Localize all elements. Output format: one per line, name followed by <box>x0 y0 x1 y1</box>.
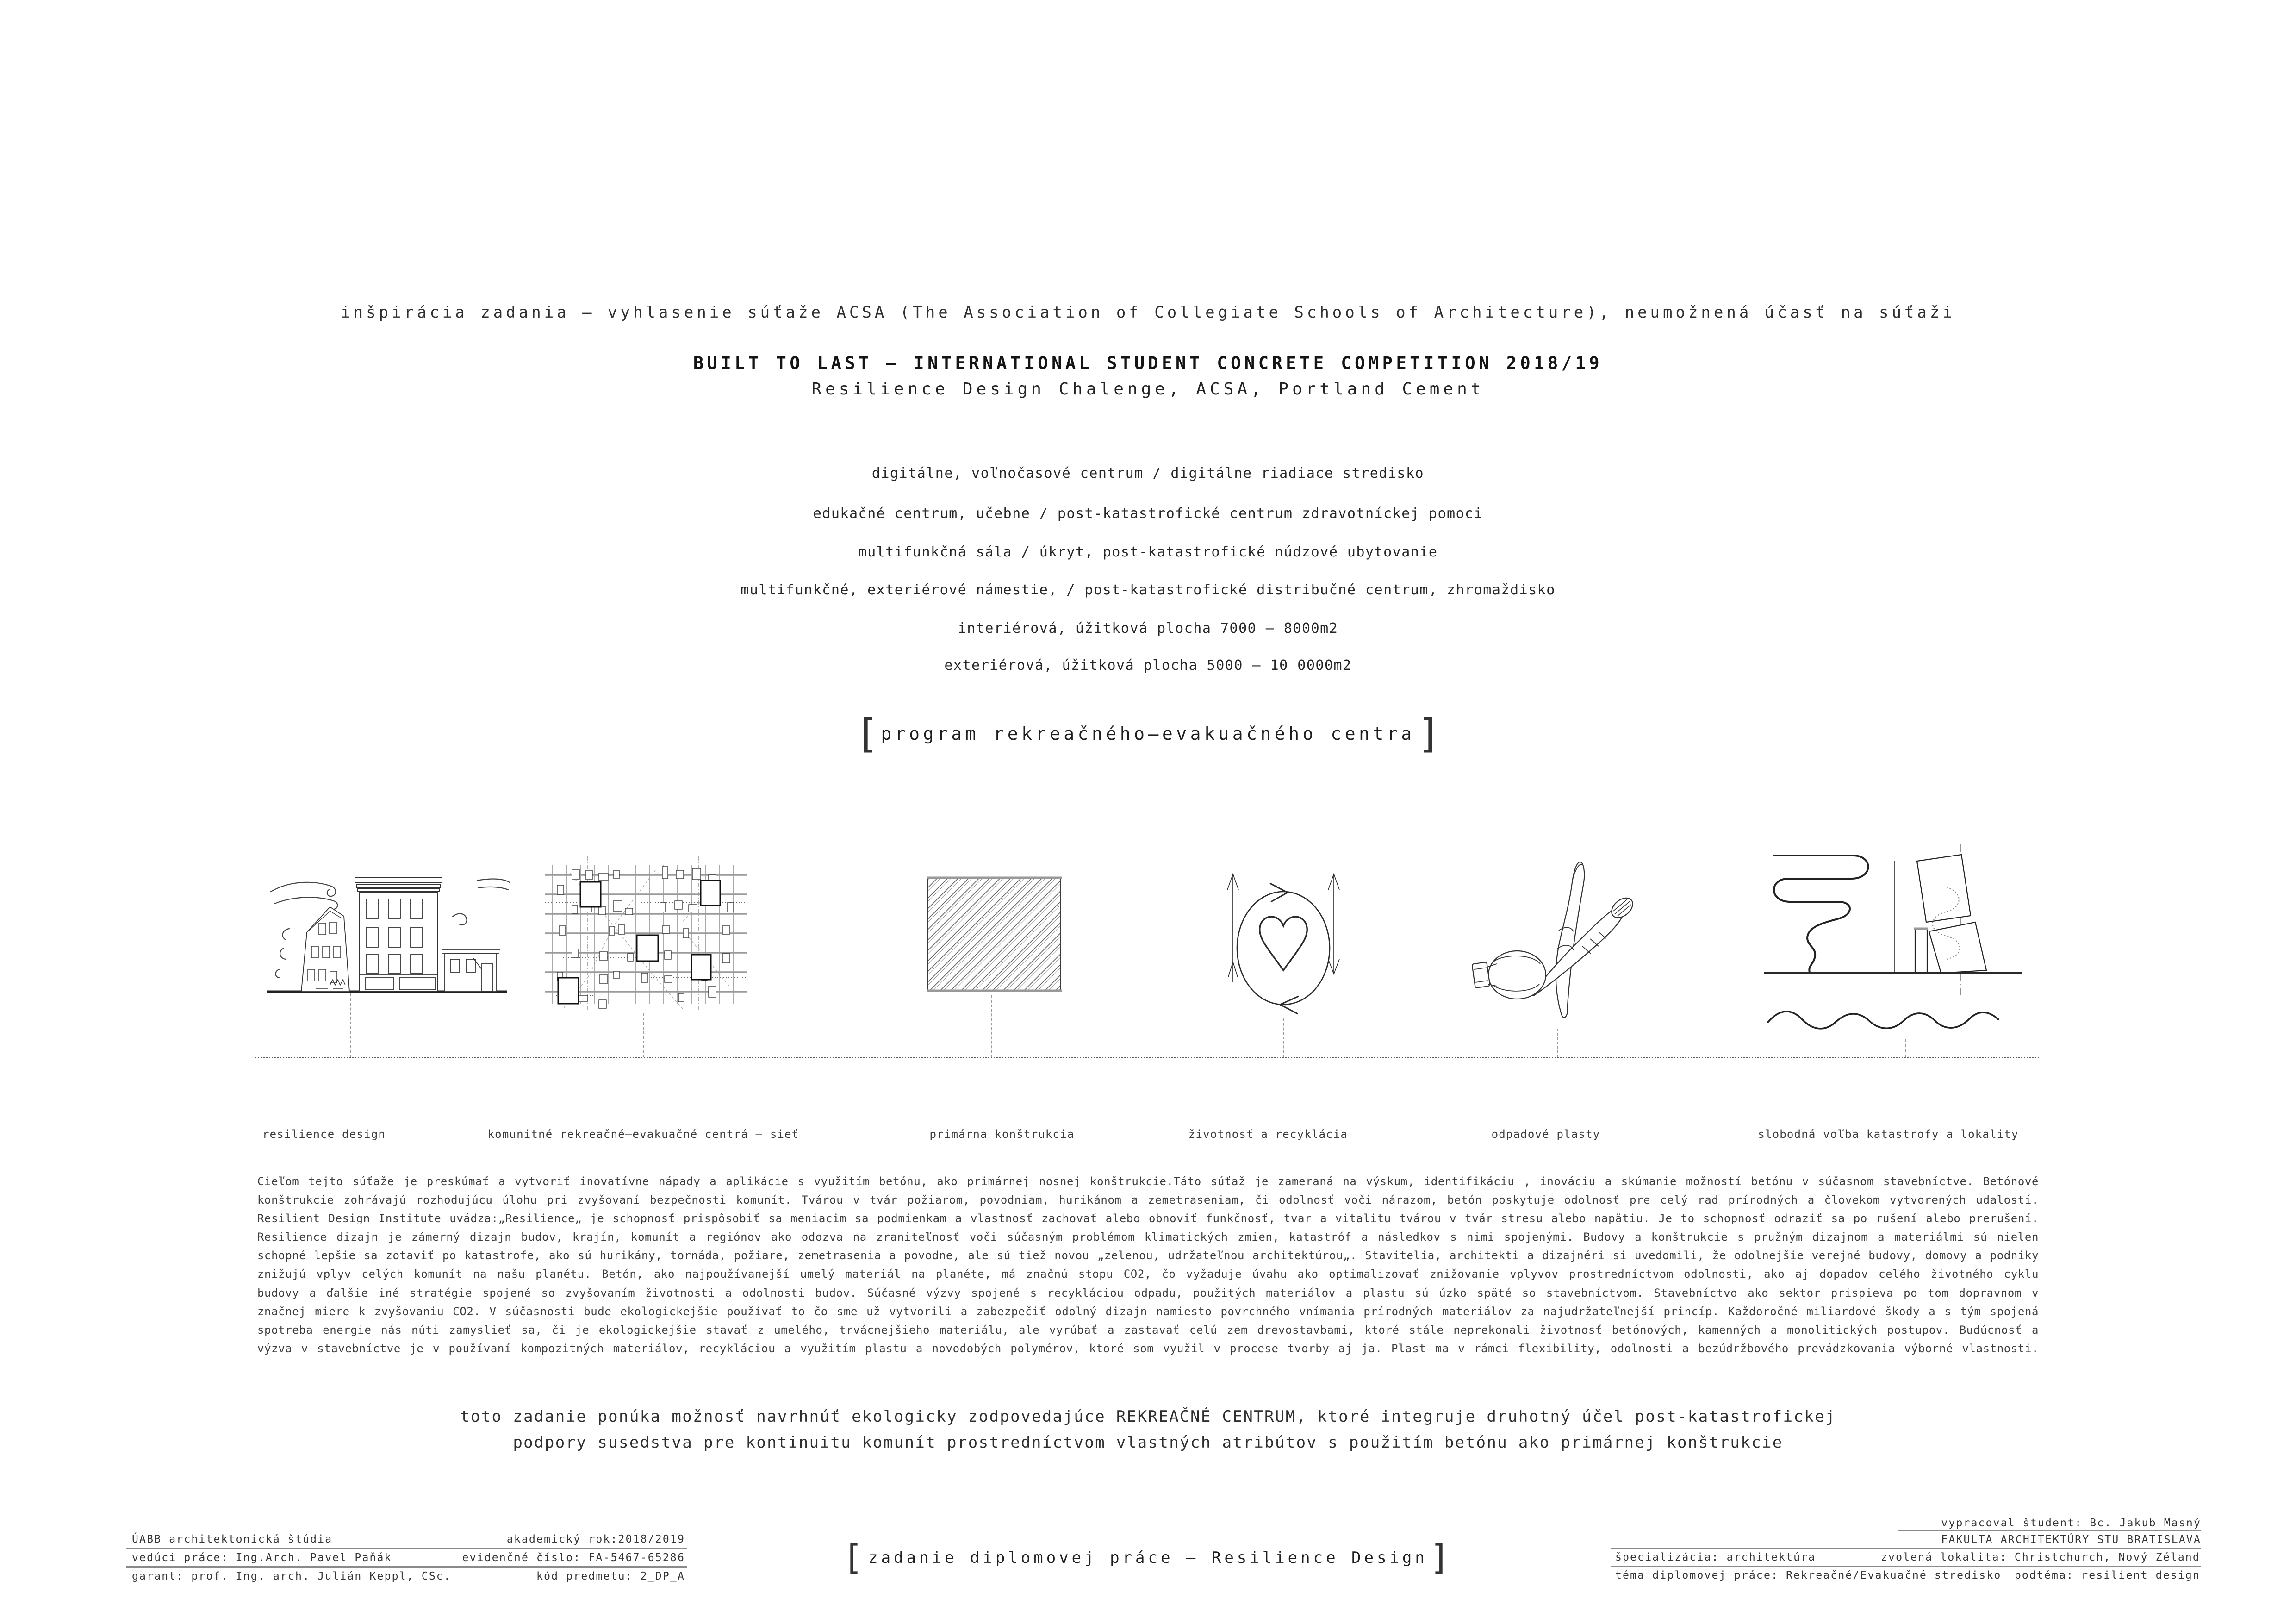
academic-year: akademický rok:2018/2019 <box>506 1533 685 1545</box>
paragraph-line: Resilient Design Institute uvádza:„Resilience„ je schopnosť prispôsobiť sa meniacim sa podmienkam a vlastnosť zachovať alebo obnoviť funkčnosť, tvar a vitalitu tvárou v tvár stresu alebo napätiu. Je to schopnosť odraziť sa po rušení alebo prerušení. <box>257 1212 2039 1225</box>
statement-line: toto zadanie ponúka možnosť navrhnúť ekologicky zodpovedajúce REKREAČNÉ CENTRUM, ktoré integruje druhotný účel post-katastrofickej <box>460 1407 1836 1426</box>
sheet-title-bracket: [ zadanie diplomovej práce – Resilience Design ] <box>842 1538 1454 1578</box>
icon-connector-line <box>1905 1039 1906 1057</box>
icon-connector-line <box>350 993 351 1057</box>
icon-caption: slobodná voľba katastrofy a lokality <box>1758 1128 2019 1141</box>
paragraph-line: budovy a ďalšie iné stratégie spojené so zvyšovaním životnosti a odolnosti budov. Súčasné výzvy spojené s recykláciou odpadu, použitých materiálov a plastu sú úzko späté so stavebníctvom. Stavebníctvo ako sektor prispieva po tom dopravnom v <box>257 1286 2039 1299</box>
inspiration-line: inšpirácia zadania – vyhlasenie súťaže ACSA (The Association of Collegiate Schools of Architecture), neumožnená účasť na súťaži <box>341 303 1955 322</box>
icon-caption: komunitné rekreačné–evakuačné centrá – sieť <box>487 1128 799 1141</box>
title-block-row <box>1611 1549 2201 1566</box>
city-buildings-icon <box>261 859 510 993</box>
program-item: interiérová, úžitková plocha 7000 – 8000m2 <box>958 620 1338 637</box>
paragraph-line: Cieľom tejto súťaže je preskúmať a vytvoriť inovatívne nápady a aplikácie s využitím betónu, ako primárnej nosnej konštrukcie.Táto súťaž je zameraná na výskum, identifikáciu , inováciu a skúmanie možností betónu v súčasnom stavebníctve. Betónové <box>257 1175 2039 1188</box>
supervisor: vedúci práce: Ing.Arch. Pavel Paňák <box>132 1551 392 1564</box>
competition-title: BUILT TO LAST – INTERNATIONAL STUDENT CONCRETE COMPETITION 2018/19 <box>693 353 1603 373</box>
urban-grid-icon <box>544 856 748 1012</box>
dotted-baseline <box>255 1057 2039 1058</box>
program-item: exteriérová, úžitková plocha 5000 – 10 0000m2 <box>944 657 1352 674</box>
icon-connector-line <box>643 1013 644 1057</box>
program-item: multifunkčná sála / úkryt, post-katastrofické núdzové ubytovanie <box>858 544 1438 560</box>
brief-paragraph <box>257 1172 2039 1358</box>
icon-caption: životnosť a recyklácia <box>1188 1128 1348 1141</box>
icon-caption: primárna konštrukcia <box>929 1128 1075 1141</box>
title-block-row <box>126 1566 687 1585</box>
icon-connector-line <box>991 995 992 1057</box>
faculty: FAKULTA ARCHITEKTÚRY STU BRATISLAVA <box>1941 1534 2201 1546</box>
paragraph-line: Resilience dizajn je zámerný dizajn budov, krajín, komunít a regiónov ako odozva na zraniteľnosť voči súčasným problémom klimatických zmien, katastróf a následkov s nimi spojenými. Budovy a konštrukcie s pružným dizajnom a materiálmi sú nielen <box>257 1230 2039 1244</box>
program-bracket-title: [ program rekreačného–evakuačného centra ] <box>855 711 1441 757</box>
plastic-bottles-icon <box>1466 851 1642 1028</box>
guarantor: garant: prof. Ing. arch. Julián Keppl, CSc. <box>132 1570 452 1582</box>
program-item: digitálne, voľnočasové centrum / digitálne riadiace stredisko <box>871 465 1425 481</box>
competition-subtitle: Resilience Design Chalenge, ACSA, Portland Cement <box>811 380 1485 399</box>
title-block-row <box>126 1548 687 1566</box>
thesis-topic: téma diplomovej práce: Rekreačné/Evakuačné stredisko <box>1615 1569 2002 1581</box>
paragraph-line: značnej miere k zvyšovaniu CO2. V súčasnosti bude ekologickejšie používať to čo sme už vytvorili a zabezpečiť odolný dizajn namiesto povrchného vnímania prírodných materiálov za najudržateľnejší princíp. Každoročné miliardové škody a s tým spojená <box>257 1305 2039 1318</box>
sheet-title: zadanie diplomovej práce – Resilience Design <box>868 1549 1428 1567</box>
paragraph-line: spotreba energie nás núti zamyslieť sa, či je ekologickejšie stavať z umelého, trvácnejšieho materiálu, ale vyrúbať a zastavať celú zem drevostavbami, ktoré stále neprekonali životnosť betónových, kamenných a monolitických postupov. Budúcnosť a <box>257 1323 2039 1337</box>
paragraph-line: schopné lepšie sa zotaviť po katastrofe, ako sú hurikány, tornáda, požiare, zemetrasenia a povodne, ale sú tiež novou „zelenou, udržateľnou architektúrou„. Stavitelia, architekti a dizajnéri si uvedomili, že odolnejšie verejné budovy, domovy a podniky <box>257 1249 2039 1262</box>
subject-code: kód predmetu: 2_DP_A <box>536 1570 685 1582</box>
registration-number: evidenčné číslo: FA-5467-65286 <box>462 1551 685 1564</box>
icon-connector-line <box>1283 1018 1284 1057</box>
icon-caption: resilience design <box>262 1128 386 1141</box>
chosen-location: zvolená lokalita: Christchurch, Nový Zéland <box>1880 1551 2200 1563</box>
program-item: multifunkčné, exteriérové námestie, / post-katastrofické distribučné centrum, zhromaždisko <box>740 582 1556 598</box>
disaster-site-icon <box>1761 843 2025 1038</box>
program-bracket-label: program rekreačného–evakuačného centra <box>881 724 1415 744</box>
author: vypracoval študent: Bc. Jakub Masný <box>1941 1517 2201 1529</box>
icon-caption: odpadové plasty <box>1491 1128 1600 1141</box>
studio-label: ÚABB architektonická štúdia <box>132 1533 333 1545</box>
paragraph-line: znižujú vplyv celých komunít na našu planétu. Betón, ako najpoužívanejší umelý materiál na planéte, má značnú stopu CO2, čo vyžaduje úvahu ako optimalizovať znižovanie vplyvov prostredníctvom odolnosti, ako aj dopadov celého životného cyklu <box>257 1268 2039 1281</box>
icon-connector-line <box>1557 1029 1558 1057</box>
recycle-heart-icon <box>1223 866 1343 1018</box>
title-block-row <box>126 1530 687 1548</box>
paragraph-line: výzva v stavebníctve je v používaní kompozitných materiálov, recykláciou a využitím plastu a novodobých polymérov, ktoré som využil v procese tvorby aj ja. Plast ma v rámci flexibility, odolnosti a bezúdržbového prevádzkovania výborné vlastnosti. <box>257 1342 2039 1355</box>
title-block-left <box>126 1530 687 1585</box>
thesis-subtopic: podtéma: resilient design <box>2014 1569 2200 1581</box>
hatched-structure-icon <box>927 876 1062 993</box>
specialization: špecializácia: architektúra <box>1615 1551 1816 1563</box>
title-block-row <box>1611 1567 2201 1584</box>
program-item: edukačné centrum, učebne / post-katastrofické centrum zdravotníckej pomoci <box>813 506 1483 522</box>
statement-line: podpory susedstva pre kontinuitu komunít prostredníctvom vlastných atribútov s použitím betónu ako primárnej konštrukcie <box>513 1433 1783 1452</box>
paragraph-line: konštrukcie zohrávajú rozhodujúcu úlohu pri zvyšovaní bezpečnosti komunít. Tvárou v tvár požiarom, povodniam, hurikánom a zemetraseniam, či odolnosť voči nárazom, betón poskytuje odolnosť pre celý rad prírodných a človekom vytvorených udalostí. <box>257 1193 2039 1207</box>
